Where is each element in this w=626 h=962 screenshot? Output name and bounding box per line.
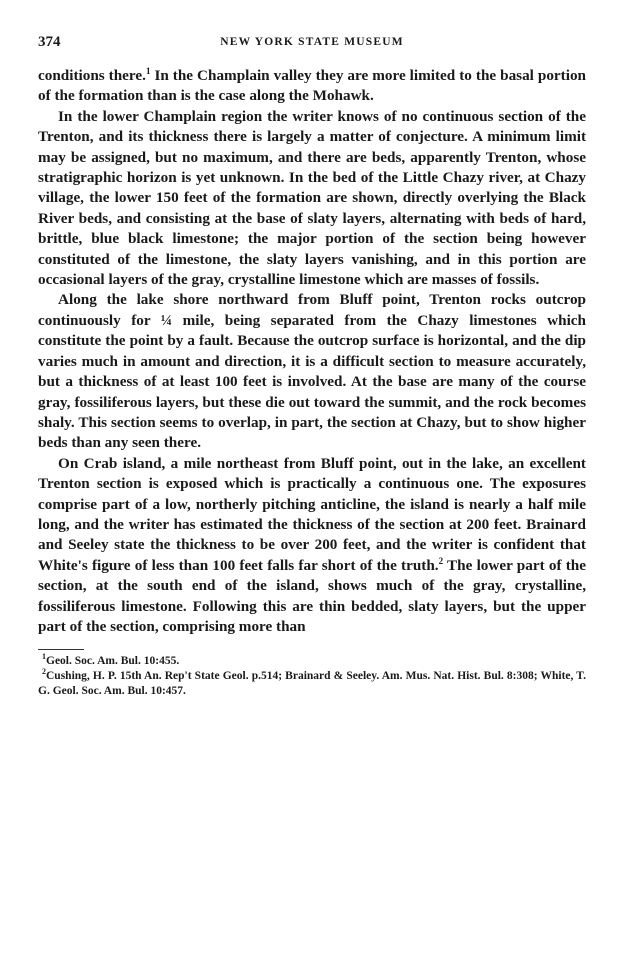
paragraph-text-continued: The lower part of the section, at the south end of the island, shows much of the gray, crystalline, fossiliferous limestone. Following this are thin bedded, slaty layers, but the upper part of the section, comprising more than xyxy=(38,556,586,635)
footnotes xyxy=(38,654,586,699)
page-header xyxy=(38,34,586,56)
running-head: NEW YORK STATE MUSEUM xyxy=(220,36,404,48)
body-text xyxy=(38,66,586,637)
footnote-mark: 2 xyxy=(42,667,46,677)
paragraph-3: Along the lake shore northward from Bluff point, Trenton rocks outcrop continuously for ¼ mile, being separated from the Chazy limestones which constitute the point by a fault. Because the outcrop surface is horizontal, and the dip varies much in amount and direction, it is a difficult section to measure accurately, but a thickness of at least 100 feet is involved. At the base are many of the course gray, fossiliferous layers, but these die out toward the summit, and the rock becomes shaly. This section seems to overlap, in part, the section at Chazy, but to show higher beds than any seen there. xyxy=(38,291,586,452)
paragraph-text: On Crab island, a mile northeast from Bluff point, out in the lake, an excellent Trenton section is exposed which is practically a continuous one. The exposures comprise part of a low, northerly pitching anticline, the island is nearly a half mile long, and the writer has estimated the thickness of the section at 200 feet. Brainard and Seeley state the thickness to be over 200 feet, and the writer is confident that White's figure of less than 100 feet falls far short of the truth. xyxy=(38,454,586,574)
page xyxy=(38,34,586,699)
paragraph-text: conditions there. xyxy=(38,67,146,84)
footnote-2 xyxy=(38,669,586,699)
footnote-text: Geol. Soc. Am. Bul. 10:455. xyxy=(46,655,180,668)
paragraph-2: In the lower Champlain region the writer knows of no continuous section of the Trenton, and its thickness there is largely a matter of conjecture. A minimum limit may be assigned, but no maximum, and there are beds, apparently Trenton, whose stratigraphic horizon is yet unknown. In the bed of the Little Chazy river, at Chazy village, the lower 150 feet of the formation are shown, directly overlying the Black River beds, and consisting at the base of slaty layers, alternating with beds of hard, brittle, blue black limestone; the major portion of the section being however constituted of the limestone, the slaty layers vanishing, and in this portion are occasional layers of the gray, crystalline limestone which are masses of fossils. xyxy=(38,107,586,289)
paragraph-4 xyxy=(38,454,586,638)
footnote-ref-2: 2 xyxy=(438,555,444,566)
paragraph-1 xyxy=(38,66,586,107)
footnote-divider xyxy=(38,649,84,650)
footnote-ref-1: 1 xyxy=(145,65,151,76)
paragraph-text-continued: In the Champlain valley they are more limited to the basal portion of the formation than is the case along the Mohawk. xyxy=(38,67,586,105)
footnote-text: Cushing, H. P. 15th An. Rep't State Geol. p.514; Brainard & Seeley. Am. Mus. Nat. Hist. Bul. 8:308; White, T. G. Geol. Soc. Am. Bul. 10:457. xyxy=(38,670,586,698)
footnote-1 xyxy=(38,654,586,669)
footnote-mark: 1 xyxy=(42,652,46,662)
page-number: 374 xyxy=(38,34,61,50)
